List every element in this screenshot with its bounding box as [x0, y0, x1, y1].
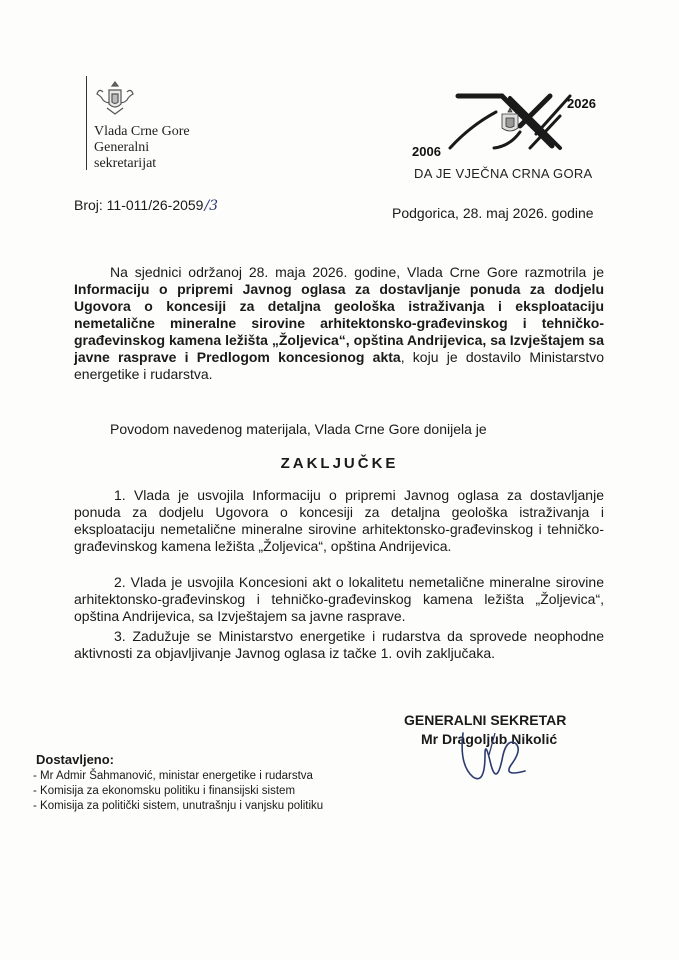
signatory-name: Mr Dragoljub Nikolić — [421, 731, 558, 747]
gov-line-1: Vlada Crne Gore — [94, 124, 190, 139]
intro-lead: Na sjednici održanoj 28. maja 2026. godine, Vlada Crne Gore razmotrila je — [110, 264, 604, 280]
gov-line-2: Generalni — [94, 140, 150, 155]
jubilee-motto: DA JE VJEČNA CRNA GORA — [414, 166, 593, 181]
distribution-list — [33, 769, 323, 814]
reference-number — [74, 197, 218, 214]
conclusion-3: 3. Zadužuje se Ministarstvo energetike i rudarstva da sprovede neophodne aktivnosti za objavljivanje Javnog oglasa iz tačke 1. ovih zaključaka. — [74, 628, 604, 661]
conclusions-heading: ZAKLJUČKE — [280, 455, 399, 472]
conclusion-1: 1. Vlada je usvojila Informaciju o pripremi Javnog oglasa za dostavljanje ponuda za dodjelu Ugovora o koncesiji za detaljna geološka istraživanja i eksploataciju nemetalične mineralne sirovine arhitektonsko-građevinskog i tehničko-građevinskog kamena ležišta „Žoljevica“, opština Andrijevica. — [74, 487, 604, 554]
distribution-item: - Komisija za politički sistem, unutrašnju i vanjsku politiku — [33, 800, 324, 812]
coat-of-arms-icon — [93, 78, 137, 118]
signatory-title: GENERALNI SEKRETAR — [404, 712, 567, 728]
handwritten-signature-icon — [455, 725, 535, 795]
reference-handwritten: /3 — [204, 198, 219, 214]
distribution-item: - Mr Admir Šahmanović, ministar energetike i rudarstva — [33, 770, 313, 782]
distribution-heading: Dostavljeno: — [36, 752, 115, 767]
povodom-paragraph: Povodom navedenog materijala, Vlada Crne Gore donijela je — [110, 421, 487, 437]
intro-paragraph — [74, 264, 604, 383]
jubilee-year-end: 2026 — [567, 96, 596, 111]
intro-bold: Informaciju o pripremi Javnog oglasa za dostavljanje ponuda za dodjelu Ugovora o koncesiji za detaljna geološka istraživanja i eksploataciju nemetalične mineralne sirovine arhitektonsko-građevinskog i tehničko-građevinskog kamena ležišta „Žoljevica“, opština Andrijevica, sa Izvještajem sa javne rasprave i Predlogom koncesionog akta — [74, 281, 604, 365]
distribution-item: - Komisija za ekonomsku politiku i finansijski sistem — [33, 785, 296, 797]
reference-label: Broj: 11-011/26-2059 — [74, 197, 204, 213]
jubilee-year-start: 2006 — [412, 144, 441, 159]
conclusion-2: 2. Vlada je usvojila Koncesioni akt o lokalitetu nemetalične mineralne sirovine arhitektonsko-građevinskog i tehničko-građevinskog kamena ležišta „Žoljevica“, opština Andrijevica, sa Izvještajem sa javne rasprave. — [74, 574, 604, 624]
government-name — [94, 124, 190, 172]
header-divider — [86, 76, 87, 170]
intro-tail: , koju je dostavilo Ministarstvo energetike i rudarstva. — [74, 349, 604, 382]
gov-line-3: sekretarijat — [94, 156, 157, 171]
document-date: Podgorica, 28. maj 2026. godine — [392, 205, 594, 221]
